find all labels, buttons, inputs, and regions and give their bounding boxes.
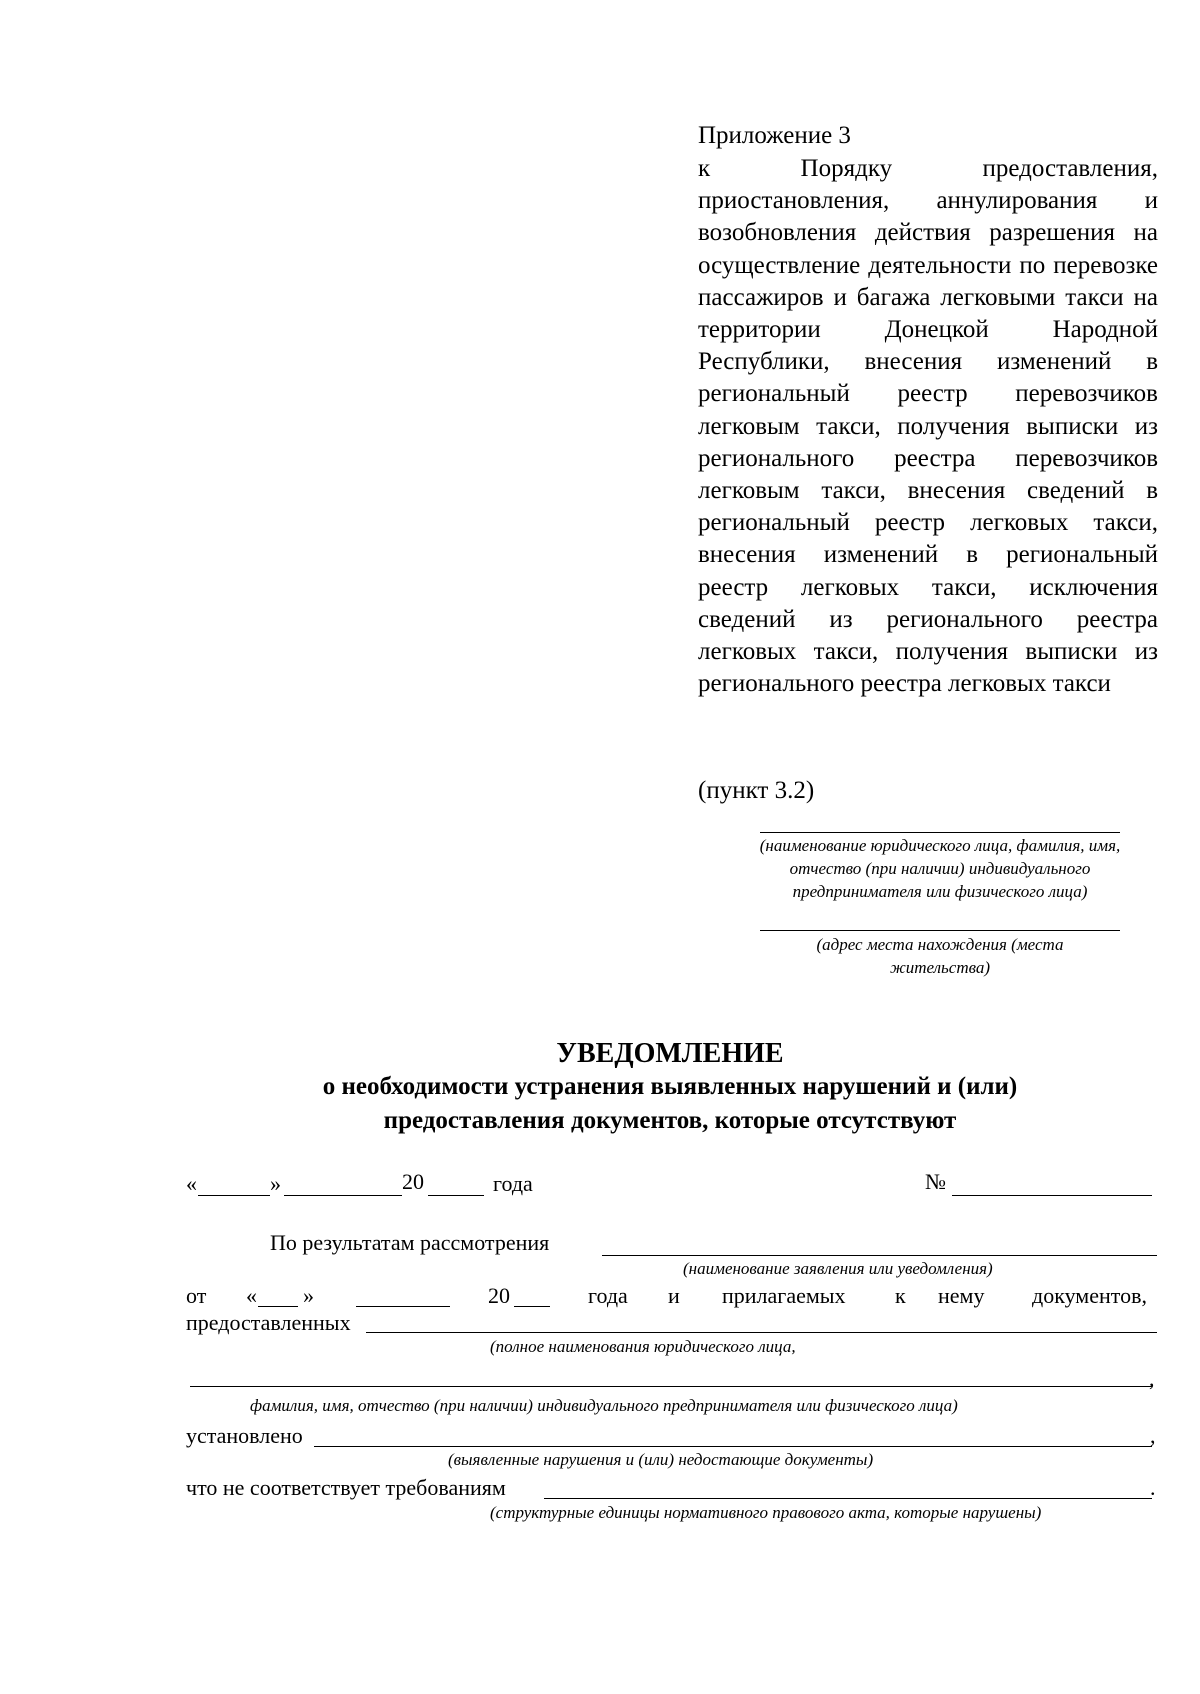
from-day-field[interactable] — [258, 1306, 298, 1307]
recipient-address-line[interactable] — [760, 930, 1120, 931]
from-word: от — [186, 1283, 207, 1308]
date-quote-open: « — [186, 1171, 197, 1196]
established-text: установлено — [186, 1423, 303, 1448]
from-quote-open: « — [246, 1283, 257, 1308]
review-document-field[interactable] — [602, 1255, 1157, 1256]
date-year-field[interactable] — [428, 1195, 484, 1196]
established-comma: , — [1150, 1423, 1156, 1448]
submitted-person-field[interactable] — [190, 1386, 1152, 1387]
appendix-point: (пункт 3.2) — [698, 777, 815, 804]
submitted-entity-field[interactable] — [366, 1332, 1157, 1333]
date-day-field[interactable] — [198, 1195, 270, 1196]
it-text: нему — [938, 1283, 985, 1308]
review-text: По результатам рассмотрения — [270, 1230, 550, 1255]
documents-text: документов, — [1032, 1283, 1147, 1308]
number-sign: № — [925, 1169, 946, 1194]
act-caption: (структурные единицы нормативного правового акта, которые нарушены) — [490, 1503, 1042, 1522]
person-comma: , — [1149, 1366, 1155, 1391]
date-quote-close: » — [270, 1171, 281, 1196]
requirements-field[interactable] — [544, 1498, 1152, 1499]
noncompliance-text: что не соответствует требованиям — [186, 1475, 506, 1500]
appendix-body: к Порядку предоставления, приостановления, аннулирования и возобновления действия разрешения на осуществление деятельности по перевозке пассажиров и багажа легковыми такси на территории Донецкой Народной Республики, внесения изменений в региональный реестр перевозчиков легковым такси, получения выписки из регионального реестра перевозчиков легковым такси, внесения сведений в региональный реестр легковых такси, внесения изменений в региональный реестр легковых такси, исключения сведений из регионального реестра легковых такси, получения выписки из регионального реестра легковых такси — [698, 155, 1158, 698]
review-caption: (наименование заявления или уведомления) — [683, 1259, 993, 1278]
from-month-field[interactable] — [356, 1306, 450, 1307]
notice-subtitle: о необходимости устранения выявленных нарушений и (или) предоставления документов, которые отсутствуют — [322, 1073, 1018, 1134]
recipient-name-caption: (наименование юридического лица, фамилия, имя, отчество (при наличии) индивидуального предпринимателя или физического лица) — [759, 836, 1121, 901]
date-year-word: года — [493, 1171, 533, 1196]
date-century: 20 — [402, 1169, 424, 1194]
violations-caption: (выявленные нарушения и (или) недостающие документы) — [448, 1450, 874, 1469]
violations-field[interactable] — [314, 1446, 1152, 1447]
attached-text: прилагаемых — [722, 1283, 846, 1308]
person-caption: фамилия, имя, отчество (при наличии) индивидуального предпринимателя или физического лица) — [250, 1396, 958, 1415]
noncompliance-period: . — [1150, 1475, 1156, 1500]
notice-title: УВЕДОМЛЕНИЕ — [556, 1038, 784, 1069]
appendix-title: Приложение 3 — [698, 122, 851, 149]
submitted-text: предоставленных — [186, 1310, 351, 1335]
date-month-field[interactable] — [284, 1195, 402, 1196]
from-century: 20 — [488, 1283, 510, 1308]
document-number-field[interactable] — [952, 1195, 1152, 1196]
to-text: к — [895, 1283, 906, 1308]
from-quote-close: » — [303, 1283, 314, 1308]
from-year-field[interactable] — [514, 1306, 550, 1307]
recipient-address-caption: (адрес места нахождения (места жительства) — [816, 935, 1064, 977]
entity-caption: (полное наименования юридического лица, — [490, 1337, 796, 1356]
from-year-text: года — [588, 1283, 628, 1308]
and-text: и — [668, 1283, 680, 1308]
recipient-name-line[interactable] — [760, 832, 1120, 833]
